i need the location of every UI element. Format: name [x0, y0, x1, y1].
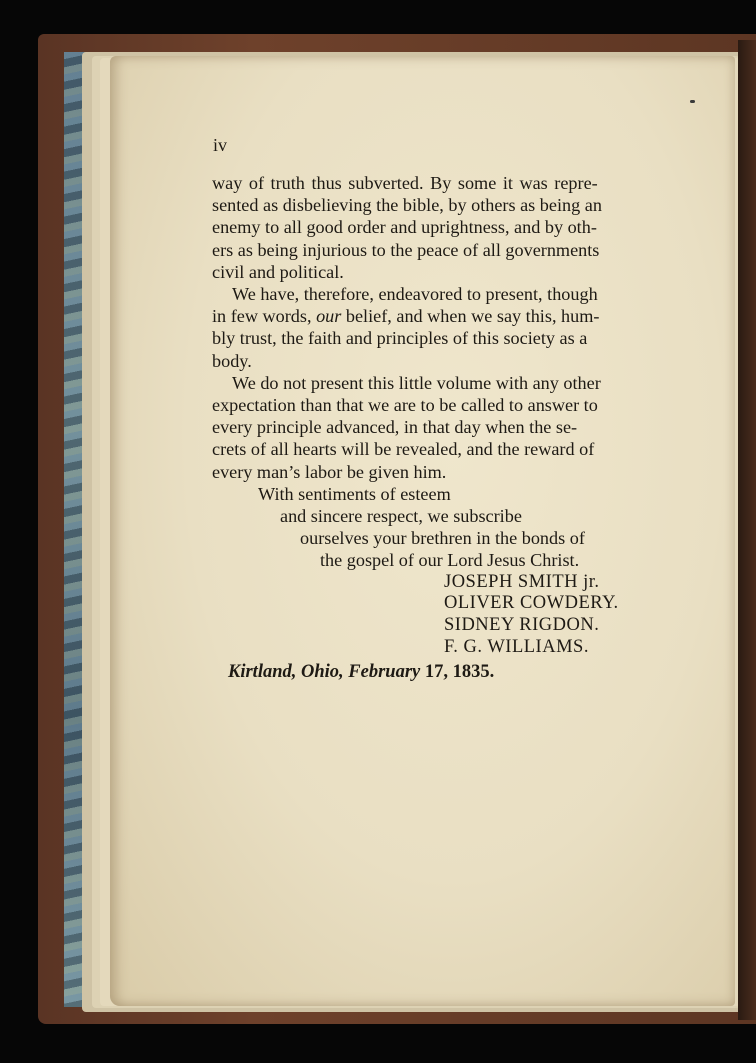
dust-speck	[690, 100, 695, 103]
text-line: We do not present this little volume with any other	[232, 372, 601, 393]
signatory-name: SIDNEY RIGDON.	[444, 615, 600, 636]
text-line: ers as being injurious to the peace of all governments	[212, 239, 600, 260]
closing-line: and sincere respect, we subscribe	[280, 506, 522, 527]
signatory-name: OLIVER COWDERY.	[444, 593, 619, 614]
closing-line: ourselves your brethren in the bonds of	[300, 528, 585, 549]
paragraph-3	[212, 372, 682, 483]
emphasis-our: our	[316, 306, 342, 327]
dateline-place: Kirtland, Ohio, February	[228, 662, 421, 683]
text-line: way of truth thus subverted. By some it was repre-	[212, 173, 598, 193]
dateline	[212, 661, 682, 683]
page-text	[212, 172, 682, 684]
text-line: crets of all hearts will be revealed, and the reward of	[212, 439, 595, 460]
page-number: iv	[213, 135, 228, 155]
signatory-name: F. G. WILLIAMS.	[444, 636, 589, 657]
text-run: belief, and when we say this, hum-	[341, 306, 600, 327]
paragraph-1	[212, 172, 682, 283]
text-line: enemy to all good order and uprightness, and by oth-	[212, 217, 597, 238]
signatory-name: JOSEPH SMITH jr.	[444, 571, 600, 592]
text-line: bly trust, the faith and principles of this society as a	[212, 328, 588, 349]
text-line: every principle advanced, in that day when the se-	[212, 417, 578, 438]
text-run: in few words,	[212, 306, 317, 327]
text-line: body.	[212, 350, 252, 371]
adjacent-board	[738, 40, 756, 1020]
text-line: civil and political.	[212, 261, 344, 282]
dateline-date: 17, 1835.	[420, 662, 495, 683]
closing-block	[212, 483, 682, 572]
paragraph-2	[212, 283, 682, 372]
text-line	[212, 305, 682, 327]
closing-line: the gospel of our Lord Jesus Christ.	[320, 550, 580, 571]
text-line: sented as disbelieving the bible, by others as being an	[212, 195, 602, 216]
text-line: expectation than that we are to be called to answer to	[212, 395, 598, 416]
closing-line: With sentiments of esteem	[258, 483, 451, 504]
text-line: every man’s labor be given him.	[212, 461, 447, 482]
text-line: We have, therefore, endeavored to present, though	[232, 284, 598, 305]
signature-block	[212, 572, 682, 659]
